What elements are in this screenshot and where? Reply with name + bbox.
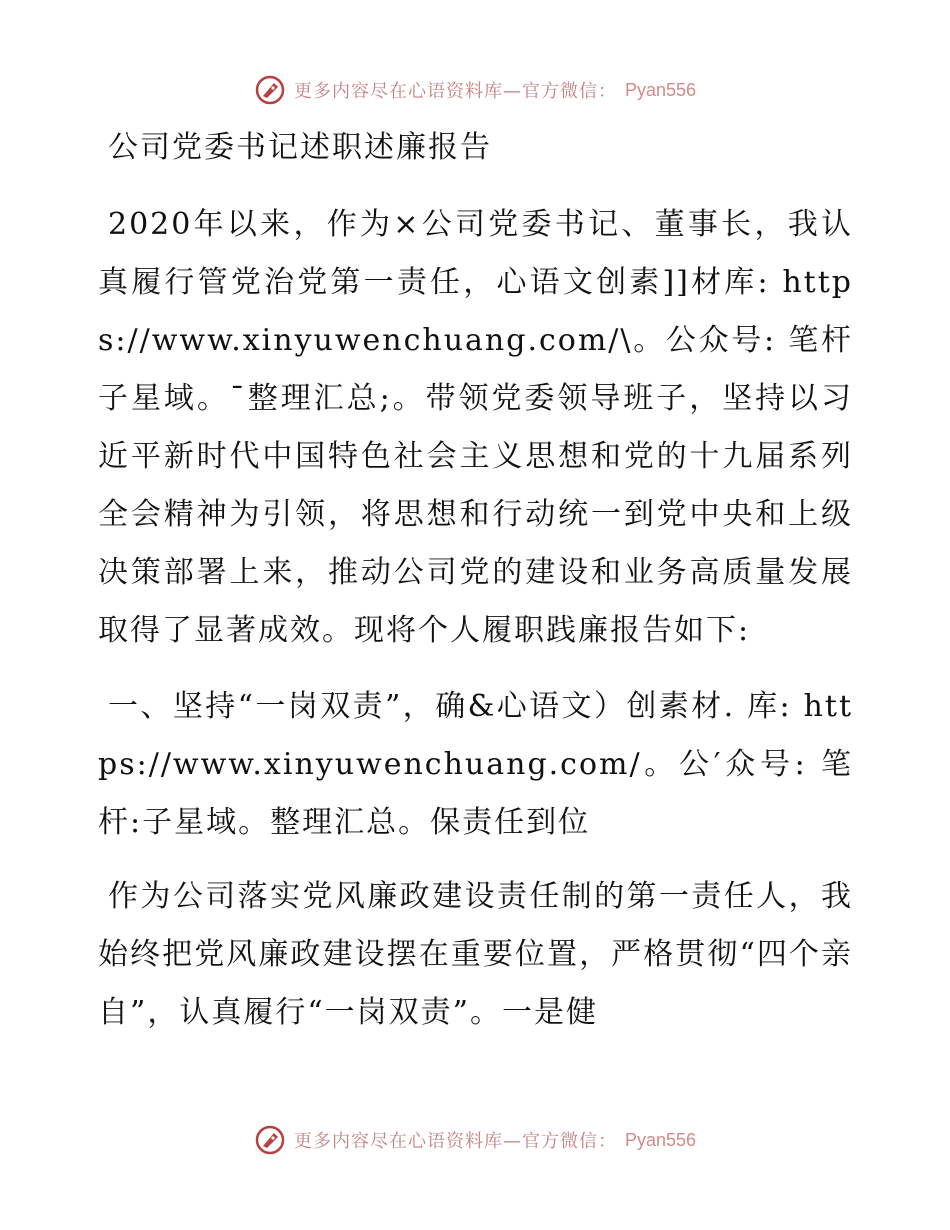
paragraph-section-heading: 一、坚持“一岗双责”，确&心语文）创素材. 库: https://www.xinyuwenchuang.com/。公′众号: 笔杆:子星域。整理汇总。保责任到位 bbox=[98, 689, 853, 840]
watermark-text: 更多内容尽在心语资料库—官方微信： bbox=[293, 81, 617, 102]
watermark-text: 更多内容尽在心语资料库—官方微信： bbox=[293, 1131, 617, 1152]
document-body bbox=[98, 120, 853, 1042]
pen-nib-logo-icon bbox=[254, 74, 286, 106]
watermark-handle: Pyan556 bbox=[624, 1129, 697, 1150]
paragraph-responsibility: 作为公司落实党风廉政建设责任制的第一责任人，我始终把党风廉政建设摆在重要位置，严格贯彻“四个亲自”，认真履行“一岗双责”。一是健 bbox=[98, 879, 853, 1030]
watermark-footer bbox=[0, 1120, 950, 1160]
paragraph-intro: 2020年以来，作为×公司党委书记、董事长，我认真履行管党治党第一责任，心语文创素]]材库: https://www.xinyuwenchuang.com/\。公众号: 笔杆子星域。¯整理汇总;。带领党委领导班子，坚持以习近平新时代中国特色社会主义思想和党的十九届系列全会精神为引领，将思想和行动统一到党中央和上级决策部署上来，推动公司党的建设和业务高质量发展取得了显著成效。现将个人履职践廉报告如下: bbox=[98, 207, 853, 648]
document-title: 公司党委书记述职述廉报告 bbox=[108, 130, 492, 165]
pen-nib-logo-icon bbox=[254, 1124, 286, 1156]
watermark-header bbox=[0, 70, 950, 110]
watermark-handle: Pyan556 bbox=[624, 79, 697, 100]
